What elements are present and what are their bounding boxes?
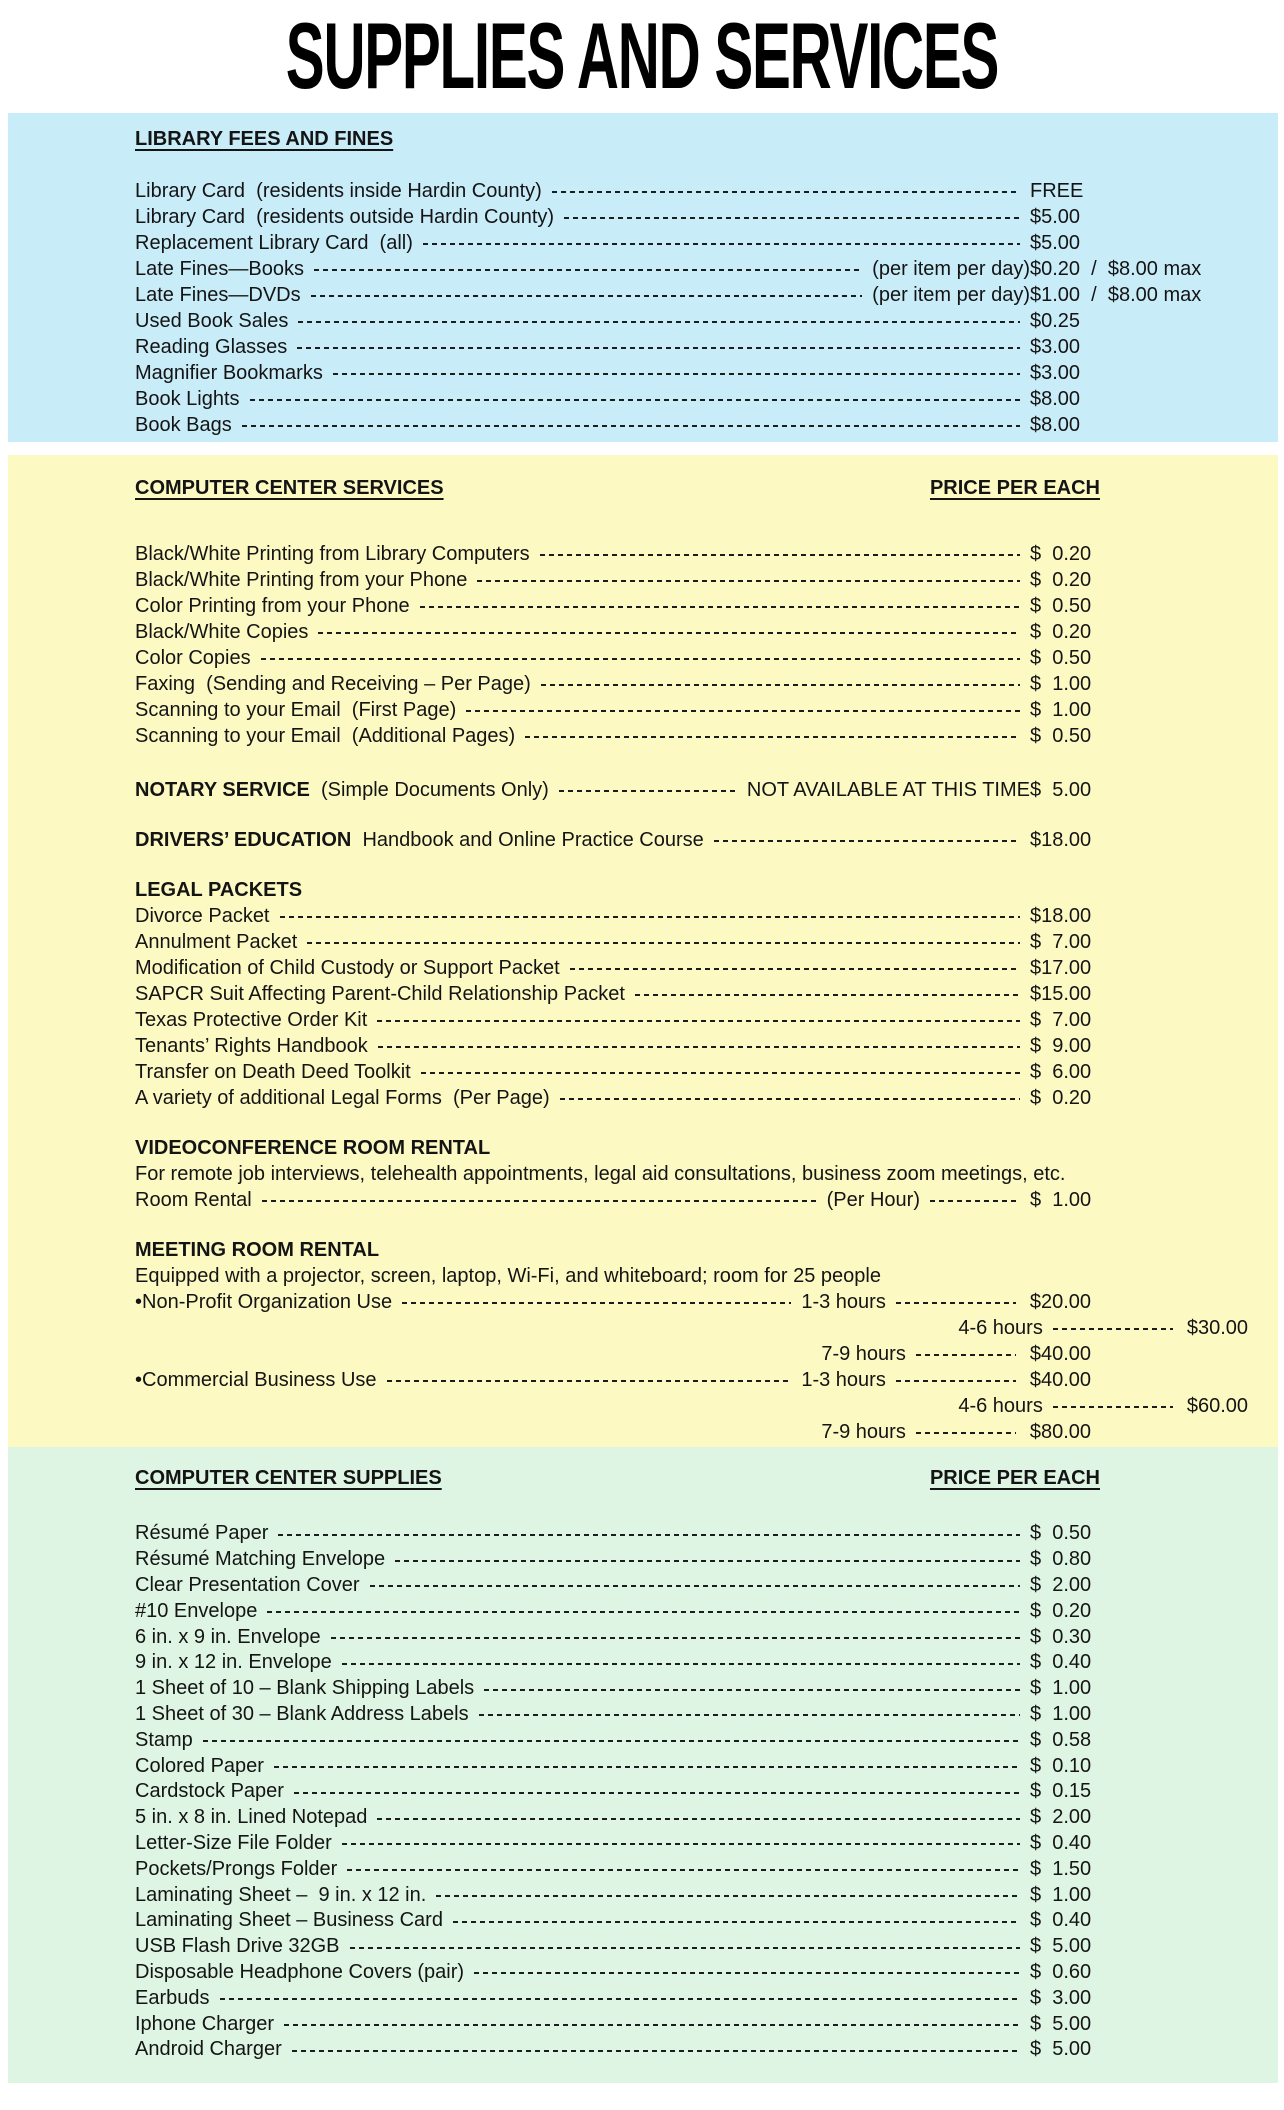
row-label: Black/White Printing from Library Computers <box>135 542 530 565</box>
dash-leader <box>318 632 1020 634</box>
row-label: Black/White Copies <box>135 620 309 643</box>
library-fees-section <box>8 113 1278 442</box>
services-heading-row <box>135 475 1278 501</box>
dash-leader <box>331 1637 1020 1639</box>
row-price: $8.00 <box>1030 413 1081 436</box>
dash-leader <box>262 1200 817 1202</box>
row-price: $3.00 <box>1030 335 1081 358</box>
price-list-row <box>135 1085 1278 1111</box>
row-price: $18.00 <box>1030 904 1092 927</box>
price-list-row <box>135 1831 1278 1857</box>
row-label: Replacement Library Card (all) <box>135 231 413 254</box>
dash-leader <box>570 968 1020 970</box>
row-label: Room Rental <box>135 1188 252 1211</box>
services-rows <box>135 541 1278 749</box>
price-list-row <box>135 1007 1278 1033</box>
row-price: $ 0.58 <box>1030 1728 1092 1751</box>
spacer <box>135 1213 1278 1237</box>
dash-leader <box>307 942 1020 944</box>
row-label: Modification of Child Custody or Support Packet <box>135 956 560 979</box>
price-list-row <box>135 619 1278 645</box>
row-price: $0.25 <box>1030 309 1081 332</box>
price-list-row <box>135 230 1278 256</box>
spacer <box>135 152 1278 178</box>
dash-leader <box>477 580 1020 582</box>
price-list-row <box>135 1650 1278 1676</box>
price-list-row <box>135 1598 1278 1624</box>
price-list-row <box>135 1033 1278 1059</box>
dash-leader <box>145 1406 948 1408</box>
dash-leader <box>297 347 1020 349</box>
dash-leader <box>402 1302 791 1304</box>
dash-leader <box>541 684 1020 686</box>
row-label: SAPCR Suit Affecting Parent-Child Relationship Packet <box>135 982 625 1005</box>
price-list-row <box>135 567 1278 593</box>
row-price: $20.00 <box>1029 1290 1091 1313</box>
row-price: $60.00 <box>1186 1394 1248 1417</box>
row-label: Magnifier Bookmarks <box>135 361 323 384</box>
price-list-row <box>135 1753 1278 1779</box>
row-label: Library Card (residents outside Hardin County) <box>135 205 555 228</box>
row-label: Faxing (Sending and Receiving – Per Page) <box>135 672 531 695</box>
price-list-row <box>135 1676 1278 1702</box>
row-label: Color Copies <box>135 646 251 669</box>
dash-leader <box>377 1020 1020 1022</box>
dash-leader <box>1053 1328 1173 1330</box>
row-label: Iphone Charger <box>135 2012 274 2035</box>
row-price: $8.00 <box>1030 387 1081 410</box>
dash-leader <box>378 1046 1020 1048</box>
row-price: $ 1.00 <box>1030 1702 1092 1725</box>
price-list-row <box>135 1727 1278 1753</box>
row-label: Late Fines—DVDs <box>135 283 301 306</box>
row-hours: 1-3 hours <box>801 1368 886 1391</box>
supplies-heading-row <box>135 1465 1278 1491</box>
dash-leader <box>145 1432 811 1434</box>
spacer <box>135 803 1278 827</box>
price-list-row <box>135 1702 1278 1728</box>
price-list-row <box>135 178 1278 204</box>
dash-leader <box>525 736 1020 738</box>
row-label: 1 Sheet of 30 – Blank Address Labels <box>135 1702 469 1725</box>
row-price: $ 1.00 <box>1030 1188 1092 1211</box>
dash-leader <box>377 1818 1020 1820</box>
meeting-room-rate-row <box>135 1367 1278 1393</box>
row-price: $ 0.50 <box>1030 1522 1092 1545</box>
videoconference-description: For remote job interviews, telehealth appointments, legal aid consultations, business zoom meetings, etc. <box>135 1163 1066 1185</box>
price-list-row <box>135 955 1278 981</box>
dash-leader <box>145 1354 811 1356</box>
row-price: $5.00 <box>1030 231 1081 254</box>
dash-leader <box>261 658 1020 660</box>
price-list-row <box>135 671 1278 697</box>
meeting-room-rate-row <box>135 1341 1278 1367</box>
row-label: Tenants’ Rights Handbook <box>135 1034 368 1057</box>
section-heading: COMPUTER CENTER SERVICES <box>135 476 444 499</box>
row-price: $ 1.00 <box>1030 1677 1092 1700</box>
dash-leader <box>474 1972 1020 1974</box>
dash-leader <box>342 1843 1020 1845</box>
spacer <box>135 1111 1278 1135</box>
dash-leader <box>453 1921 1020 1923</box>
price-list-row <box>135 1059 1278 1085</box>
row-label: Used Book Sales <box>135 309 289 332</box>
computer-center-supplies-section <box>8 1447 1278 2083</box>
price-list-row <box>135 204 1278 230</box>
dash-leader <box>370 1585 1020 1587</box>
meeting-room-rate-row <box>135 1419 1278 1445</box>
dash-leader <box>1053 1406 1173 1408</box>
row-label: Android Charger <box>135 2038 282 2061</box>
row-suffix: NOT AVAILABLE AT THIS TIME <box>746 778 1030 801</box>
price-list-row <box>135 1856 1278 1882</box>
row-label: Late Fines—Books <box>135 257 304 280</box>
row-label: (Simple Documents Only) <box>309 778 549 801</box>
dash-leader <box>714 840 1020 842</box>
row-label: Book Bags <box>135 413 232 436</box>
row-label: Book Lights <box>135 387 240 410</box>
row-label: Clear Presentation Cover <box>135 1573 360 1596</box>
row-label: Laminating Sheet – 9 in. x 12 in. <box>135 1883 427 1906</box>
row-price: $15.00 <box>1030 982 1092 1005</box>
price-list-row <box>135 541 1278 567</box>
spacer <box>135 749 1278 777</box>
row-label: Disposable Headphone Covers (pair) <box>135 1960 465 1983</box>
row-price: $18.00 <box>1030 828 1092 851</box>
dash-leader <box>635 994 1020 996</box>
row-price: $ 1.50 <box>1030 1857 1092 1880</box>
row-price: $3.00 <box>1030 361 1081 384</box>
dash-leader <box>896 1302 1016 1304</box>
legal-packets-heading: LEGAL PACKETS <box>135 879 303 901</box>
row-price: $80.00 <box>1029 1420 1091 1443</box>
price-list-row <box>135 1908 1278 1934</box>
price-list-row <box>135 593 1278 619</box>
row-label: •Non-Profit Organization Use <box>135 1290 393 1313</box>
dash-leader <box>423 243 1020 245</box>
price-list-row <box>135 1934 1278 1960</box>
videoconference-rows <box>135 1187 1278 1213</box>
notary-row <box>135 777 1278 803</box>
price-list-row <box>135 308 1278 334</box>
dash-leader <box>311 295 863 297</box>
row-label: Transfer on Death Deed Toolkit <box>135 1060 411 1083</box>
row-price: $ 0.20 <box>1030 1599 1092 1622</box>
row-label: A variety of additional Legal Forms (Per Page) <box>135 1086 550 1109</box>
dash-leader <box>387 1380 792 1382</box>
row-hours: 7-9 hours <box>821 1342 906 1365</box>
price-per-each-heading: PRICE PER EACH <box>929 1466 1100 1489</box>
meeting-room-rate-row <box>135 1289 1278 1315</box>
row-price: $ 1.00 <box>1030 672 1092 695</box>
price-list-row <box>135 723 1278 749</box>
row-price: $ 2.00 <box>1030 1573 1092 1596</box>
row-price: $ 7.00 <box>1030 930 1092 953</box>
price-list-row <box>135 1521 1278 1547</box>
dash-leader <box>484 1689 1020 1691</box>
row-price: $ 7.00 <box>1030 1008 1092 1031</box>
row-price: $ 1.00 <box>1030 1883 1092 1906</box>
row-label: Reading Glasses <box>135 335 288 358</box>
price-list-row <box>135 981 1278 1007</box>
row-price: $ 5.00 <box>1030 778 1092 801</box>
row-label: Color Printing from your Phone <box>135 594 410 617</box>
dash-leader <box>896 1380 1016 1382</box>
price-list-row <box>135 282 1278 308</box>
price-list-row <box>135 1187 1278 1213</box>
price-list-row <box>135 777 1278 803</box>
page-title: SUPPLIES AND SERVICES <box>285 3 999 108</box>
row-label: •Commercial Business Use <box>135 1368 377 1391</box>
row-price: $ 0.20 <box>1030 568 1092 591</box>
row-label: Laminating Sheet – Business Card <box>135 1909 443 1932</box>
row-price: $ 0.50 <box>1030 594 1092 617</box>
drivers-education-row <box>135 827 1278 853</box>
row-label: Texas Protective Order Kit <box>135 1008 368 1031</box>
dash-leader <box>347 1869 1020 1871</box>
spacer <box>135 501 1278 541</box>
row-label: Scanning to your Email (Additional Pages) <box>135 724 516 747</box>
row-price: $ 0.80 <box>1030 1548 1092 1571</box>
dash-leader <box>284 2024 1020 2026</box>
row-price: $0.20 / $8.00 max <box>1030 257 1202 280</box>
dash-leader <box>395 1560 1020 1562</box>
row-price: $ 0.40 <box>1030 1651 1092 1674</box>
row-suffix: (Per Hour) <box>826 1188 920 1211</box>
section-heading: LIBRARY FEES AND FINES <box>135 127 394 150</box>
row-label: 6 in. x 9 in. Envelope <box>135 1625 321 1648</box>
legal-packets-rows <box>135 903 1278 1111</box>
row-price: $ 0.15 <box>1030 1780 1092 1803</box>
meeting-room-rows <box>135 1289 1278 1445</box>
price-list-row <box>135 1805 1278 1831</box>
price-list-row <box>135 929 1278 955</box>
meeting-room-heading: MEETING ROOM RENTAL <box>135 1239 380 1261</box>
dash-leader <box>560 1098 1020 1100</box>
row-price: $ 5.00 <box>1030 1935 1092 1958</box>
dash-leader <box>436 1895 1020 1897</box>
dash-leader <box>421 1072 1020 1074</box>
meeting-room-rate-row <box>135 1315 1278 1341</box>
row-suffix: (per item per day) <box>872 283 1030 306</box>
dash-leader <box>145 1328 948 1330</box>
library-fees-heading-row <box>135 126 1278 152</box>
row-price: $ 0.40 <box>1030 1831 1092 1854</box>
row-label: Résumé Paper <box>135 1522 269 1545</box>
row-label: Earbuds <box>135 1986 210 2009</box>
dash-leader <box>333 373 1020 375</box>
dash-leader <box>314 269 862 271</box>
row-price: $1.00 / $8.00 max <box>1030 283 1202 306</box>
computer-center-services-section <box>8 455 1278 1447</box>
row-label: Divorce Packet <box>135 904 270 927</box>
row-label: 1 Sheet of 10 – Blank Shipping Labels <box>135 1677 475 1700</box>
row-label: Résumé Matching Envelope <box>135 1548 386 1571</box>
row-label: Scanning to your Email (First Page) <box>135 698 457 721</box>
row-label: Colored Paper <box>135 1754 264 1777</box>
price-list-row <box>135 1960 1278 1986</box>
dash-leader <box>466 710 1020 712</box>
row-label: Handbook and Online Practice Course <box>351 828 704 851</box>
section-heading: COMPUTER CENTER SUPPLIES <box>135 1466 442 1489</box>
row-price: $ 0.60 <box>1030 1960 1092 1983</box>
dash-leader <box>274 1766 1020 1768</box>
dash-leader <box>342 1663 1020 1665</box>
row-label: Letter-Size File Folder <box>135 1831 332 1854</box>
row-label-bold: DRIVERS’ EDUCATION <box>135 828 352 851</box>
row-price: $ 9.00 <box>1030 1034 1092 1057</box>
price-list-row <box>135 256 1278 282</box>
row-price: $ 0.20 <box>1030 620 1092 643</box>
row-label: Annulment Packet <box>135 930 298 953</box>
row-label: Black/White Printing from your Phone <box>135 568 468 591</box>
dash-leader <box>564 217 1020 219</box>
meeting-room-rate-row <box>135 1393 1278 1419</box>
dash-leader <box>559 790 737 792</box>
price-list-row <box>135 1882 1278 1908</box>
row-price: $40.00 <box>1029 1342 1091 1365</box>
row-price: $ 0.10 <box>1030 1754 1092 1777</box>
dash-leader <box>280 916 1021 918</box>
row-price: $ 0.50 <box>1030 646 1092 669</box>
row-label: Cardstock Paper <box>135 1780 284 1803</box>
meeting-room-description: Equipped with a projector, screen, laptop, Wi-Fi, and whiteboard; room for 25 people <box>135 1265 881 1287</box>
row-price: $ 0.20 <box>1030 542 1092 565</box>
row-label: 5 in. x 8 in. Lined Notepad <box>135 1806 368 1829</box>
row-price: $ 6.00 <box>1030 1060 1092 1083</box>
price-list-row <box>135 386 1278 412</box>
row-label: Pockets/Prongs Folder <box>135 1857 338 1880</box>
row-price: $17.00 <box>1030 956 1092 979</box>
row-price: $ 0.20 <box>1030 1086 1092 1109</box>
row-price: $ 5.00 <box>1030 2038 1092 2061</box>
spacer <box>135 1491 1278 1521</box>
price-list-row <box>135 827 1278 853</box>
row-price: $ 1.00 <box>1030 698 1092 721</box>
dash-leader <box>930 1200 1020 1202</box>
price-list-row <box>135 360 1278 386</box>
row-price: $ 0.30 <box>1030 1625 1092 1648</box>
dash-leader <box>267 1611 1020 1613</box>
price-list-row <box>135 1573 1278 1599</box>
row-hours: 7-9 hours <box>821 1420 906 1443</box>
row-hours: 4-6 hours <box>958 1316 1043 1339</box>
row-price: $ 0.50 <box>1030 724 1092 747</box>
price-list-row <box>135 1779 1278 1805</box>
price-list-row <box>135 645 1278 671</box>
dash-leader <box>242 425 1020 427</box>
dash-leader <box>479 1714 1020 1716</box>
row-label: Stamp <box>135 1728 193 1751</box>
spacer <box>135 853 1278 877</box>
videoconference-heading: VIDEOCONFERENCE ROOM RENTAL <box>135 1137 491 1159</box>
row-price: $40.00 <box>1029 1368 1091 1391</box>
dash-leader <box>294 1792 1020 1794</box>
row-hours: 4-6 hours <box>958 1394 1043 1417</box>
dash-leader <box>203 1740 1020 1742</box>
price-list-row <box>135 903 1278 929</box>
price-per-each-heading: PRICE PER EACH <box>929 476 1100 499</box>
dash-leader <box>220 1998 1021 2000</box>
row-price: FREE <box>1030 179 1084 202</box>
row-price: $30.00 <box>1186 1316 1248 1339</box>
library-fees-rows <box>135 178 1278 438</box>
price-list-row <box>135 2037 1278 2063</box>
price-list-row <box>135 1547 1278 1573</box>
row-suffix: (per item per day) <box>872 257 1030 280</box>
row-label: Library Card (residents inside Hardin County) <box>135 179 542 202</box>
row-label: USB Flash Drive 32GB <box>135 1935 340 1958</box>
dash-leader <box>916 1432 1016 1434</box>
dash-leader <box>250 399 1020 401</box>
price-list-row <box>135 697 1278 723</box>
row-label: #10 Envelope <box>135 1599 258 1622</box>
price-list-row <box>135 412 1278 438</box>
price-list-row <box>135 1624 1278 1650</box>
dash-leader <box>278 1534 1020 1536</box>
dash-leader <box>540 554 1020 556</box>
row-price: $5.00 <box>1030 205 1081 228</box>
price-list-row <box>135 1985 1278 2011</box>
row-label: 9 in. x 12 in. Envelope <box>135 1651 332 1674</box>
dash-leader <box>350 1947 1020 1949</box>
row-label-bold: NOTARY SERVICE <box>135 778 310 801</box>
supplies-rows <box>135 1521 1278 2063</box>
dash-leader <box>292 2050 1020 2052</box>
dash-leader <box>420 606 1020 608</box>
dash-leader <box>916 1354 1016 1356</box>
row-price: $ 0.40 <box>1030 1909 1092 1932</box>
row-price: $ 2.00 <box>1030 1806 1092 1829</box>
price-list-row <box>135 334 1278 360</box>
dash-leader <box>298 321 1020 323</box>
row-hours: 1-3 hours <box>801 1290 886 1313</box>
row-price: $ 3.00 <box>1030 1986 1092 2009</box>
dash-leader <box>552 191 1020 193</box>
price-list-row <box>135 2011 1278 2037</box>
row-price: $ 5.00 <box>1030 2012 1092 2035</box>
